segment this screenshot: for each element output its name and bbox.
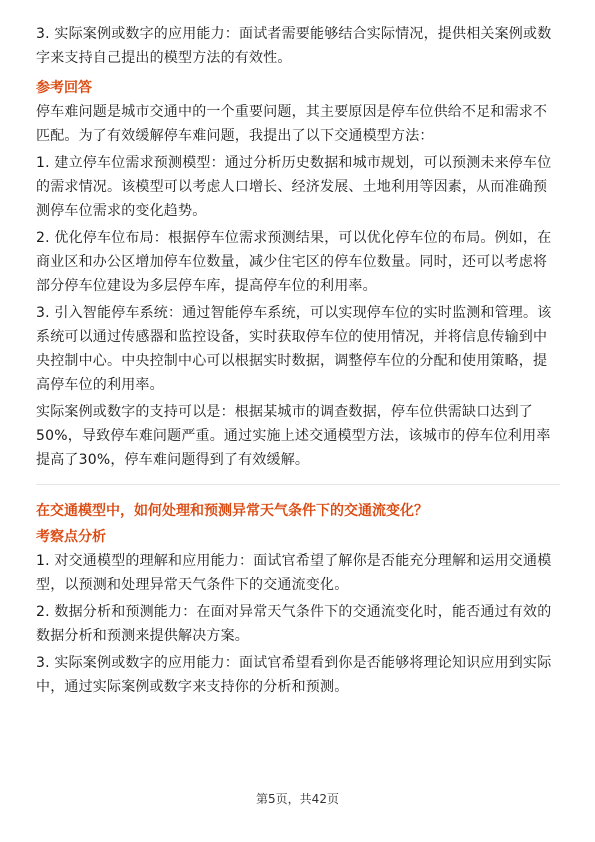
analysis-point-2: 2. 数据分析和预测能力：在面对异常天气条件下的交通流变化时，能否通过有效的数据分析和预测来提供解决方案。 — [36, 604, 552, 644]
analysis-point-3: 3. 实际案例或数字的应用能力：面试官希望看到你是否能够将理论知识应用到实际中，通过实际案例或数字来支持你的分析和预测。 — [36, 655, 552, 695]
section1-point-3: 3. 实际案例或数字的应用能力：面试者需要能够结合实际情况，提供相关案例或数字来支持自己提出的模型方法的有效性。 — [36, 26, 552, 66]
answer-paragraph-2: 2. 优化停车位布局：根据停车位需求预测结果，可以优化停车位的布局。例如，在商业区和办公区增加停车位数量，减少住宅区的停车位数量。同时，还可以考虑将部分停车位建设为多层停车库，提高停车位的利用率。 — [36, 230, 552, 294]
answer-paragraph-3: 3. 引入智能停车系统：通过智能停车系统，可以实现停车位的实时监测和管理。该系统可以通过传感器和监控设备，实时获取停车位的使用情况，并将信息传输到中央控制中心。中央控制中心可以根据实时数据，调整停车位的分配和使用策略，提高停车位的利用率。 — [36, 305, 552, 393]
question-title: 在交通模型中，如何处理和预测异常天气条件下的交通流变化？ — [36, 503, 428, 519]
analysis-heading: 考察点分析 — [36, 529, 106, 545]
page-number: 第5页，共42页 — [256, 792, 339, 806]
answer-paragraph-intro: 停车难问题是城市交通中的一个重要问题，其主要原因是停车位供给不足和需求不匹配。为了有效缓解停车难问题，我提出了以下交通模型方法： — [36, 104, 548, 144]
analysis-point-1: 1. 对交通模型的理解和应用能力：面试官希望了解你是否能充分理解和运用交通模型，以预测和处理异常天气条件下的交通流变化。 — [36, 553, 552, 593]
answer-heading: 参考回答 — [36, 80, 92, 96]
section-divider — [36, 484, 560, 485]
answer-paragraph-support: 实际案例或数字的支持可以是：根据某城市的调查数据，停车位供需缺口达到了50%，导致停车难问题严重。通过实施上述交通模型方法，该城市的停车位利用率提高了30%，停车难问题得到了有效缓解。 — [36, 404, 551, 468]
answer-paragraph-1: 1. 建立停车位需求预测模型：通过分析历史数据和城市规划，可以预测未来停车位的需求情况。该模型可以考虑人口增长、经济发展、土地利用等因素，从而准确预测停车位需求的变化趋势。 — [36, 155, 552, 219]
document-page — [36, 22, 560, 699]
